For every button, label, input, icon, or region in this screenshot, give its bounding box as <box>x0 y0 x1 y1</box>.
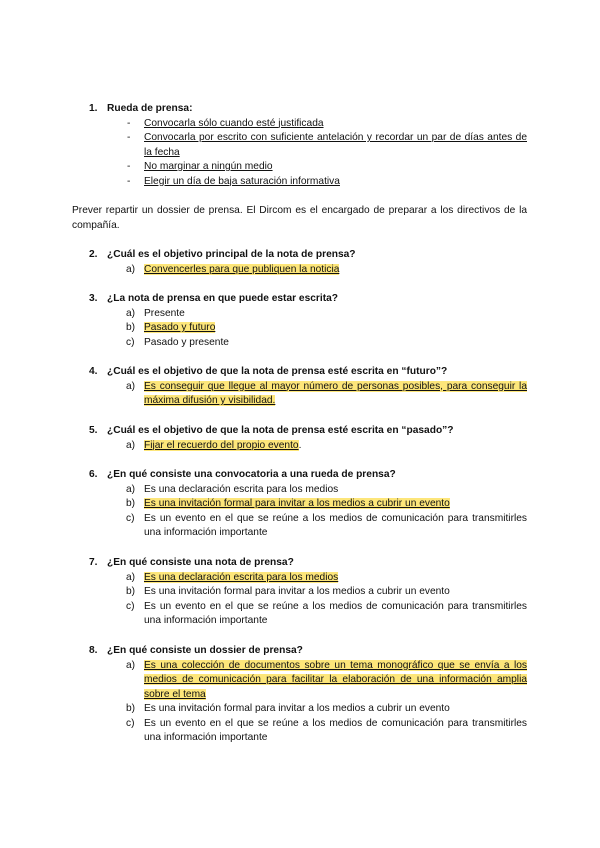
section-item: Elegir un día de baja saturación informativa <box>144 175 340 187</box>
section-item: No marginar a ningún medio <box>144 161 273 172</box>
question-text: ¿La nota de prensa en que puede estar escrita? <box>107 293 338 304</box>
section-item: Convocarla sólo cuando esté justificada <box>144 117 324 129</box>
answer-letter: a) <box>126 380 136 392</box>
section-number: 1. <box>89 103 98 114</box>
answer-letter: a) <box>126 571 136 583</box>
answer-letter: c) <box>126 512 135 524</box>
answer-text-correct: Pasado y futuro <box>144 322 216 333</box>
answer-text: Presente <box>144 307 185 319</box>
answer-text: Es un evento en el que se reúne a los medios de comunicación para transmitirles una información importante <box>144 717 527 743</box>
question-number: 4. <box>89 366 98 377</box>
answer-letter: b) <box>126 498 136 509</box>
question-number: 5. <box>89 425 98 436</box>
question-text: ¿En qué consiste un dossier de prensa? <box>107 645 303 656</box>
answer-letter: b) <box>126 703 136 714</box>
question-number: 7. <box>89 557 98 568</box>
answer-text-correct: Es conseguir que llegue al mayor número de personas posibles, para conseguir la máxima difusión y visibilidad. <box>144 380 527 406</box>
answer-text-correct: Es una invitación formal para invitar a los medios a cubrir un evento <box>144 498 450 509</box>
bullet-dash: - <box>127 117 131 129</box>
answer-letter: b) <box>126 322 136 333</box>
answer-letter: c) <box>126 717 135 729</box>
question-text: ¿Cuál es el objetivo de que la nota de prensa esté escrita en “futuro”? <box>107 366 448 377</box>
answer-text-correct: Es una colección de documentos sobre un tema monográfico que se envía a los medios de comunicación para facilitar la elaboración de una información amplia sobre el tema <box>144 659 527 700</box>
bullet-dash: - <box>127 175 131 187</box>
answer-text: Es una invitación formal para invitar a los medios a cubrir un evento <box>144 586 450 597</box>
answer-letter: b) <box>126 586 136 597</box>
answer-text: Es una invitación formal para invitar a los medios a cubrir un evento <box>144 703 450 714</box>
answer-letter: a) <box>126 483 136 495</box>
answer-text-correct: Es una declaración escrita para los medios <box>144 571 339 583</box>
answer-letter: a) <box>126 307 136 319</box>
answer-text: Pasado y presente <box>144 336 229 348</box>
question-text: ¿Cuál es el objetivo de que la nota de prensa esté escrita en “pasado”? <box>107 425 454 436</box>
bullet-dash: - <box>127 132 131 143</box>
answer-letter: a) <box>126 439 136 451</box>
bullet-dash: - <box>127 161 131 172</box>
answer-letter: c) <box>126 600 135 612</box>
answer-text: Es un evento en el que se reúne a los medios de comunicación para transmitirles una información importante <box>144 600 527 626</box>
answer-letter: a) <box>126 659 136 671</box>
question-number: 6. <box>89 469 98 480</box>
answer-letter: c) <box>126 336 135 348</box>
answer-text-correct: Convencerles para que publiquen la noticia <box>144 263 340 275</box>
question-text: ¿En qué consiste una convocatoria a una rueda de prensa? <box>107 469 396 480</box>
answer-text: Es una declaración escrita para los medios <box>144 483 339 495</box>
section-title: Rueda de prensa: <box>107 103 193 114</box>
question-text: ¿Cuál es el objetivo principal de la nota de prensa? <box>107 249 356 260</box>
section-item: Convocarla por escrito con suficiente antelación y recordar un par de días antes de la fecha <box>144 132 527 158</box>
question-number: 3. <box>89 293 98 304</box>
intro-paragraph: Prever repartir un dossier de prensa. El Dircom es el encargado de preparar a los directivos de la compañía. <box>72 205 527 231</box>
question-text: ¿En qué consiste una nota de prensa? <box>107 557 294 568</box>
question-number: 2. <box>89 249 98 260</box>
answer-text-correct: Fijar el recuerdo del propio evento. <box>144 439 302 451</box>
answer-letter: a) <box>126 263 136 275</box>
question-number: 8. <box>89 645 98 656</box>
answer-text: Es un evento en el que se reúne a los medios de comunicación para transmitirles una información importante <box>144 512 527 538</box>
